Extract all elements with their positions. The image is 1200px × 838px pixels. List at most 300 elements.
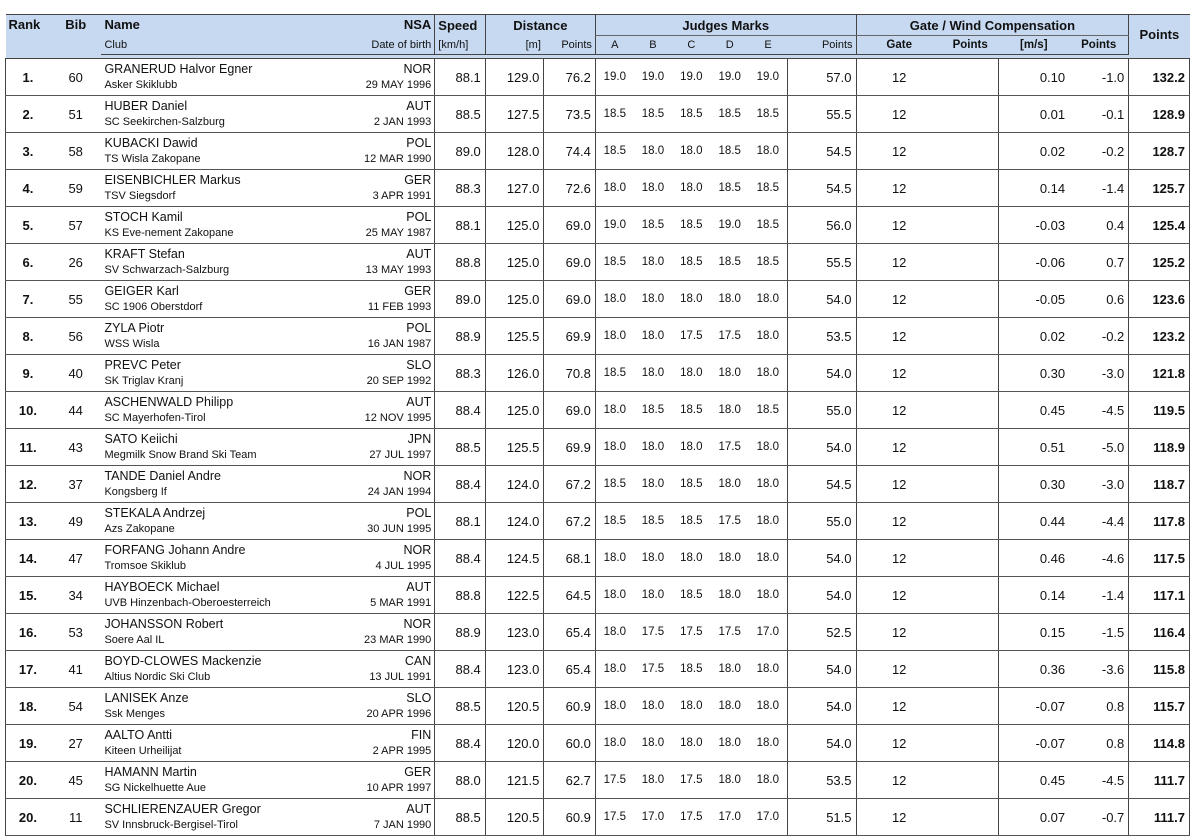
distance-cell: 124.5 bbox=[485, 540, 544, 577]
gate-cell: 12 bbox=[856, 799, 942, 836]
athlete-cell bbox=[101, 318, 434, 355]
speed-cell: 88.8 bbox=[435, 244, 486, 281]
wind-cell: 0.45 bbox=[998, 392, 1069, 429]
table-row bbox=[6, 281, 1190, 318]
distance-cell: 125.0 bbox=[485, 244, 544, 281]
judge-points-cell: 53.5 bbox=[787, 318, 856, 355]
distance-points-cell: 67.2 bbox=[544, 503, 596, 540]
distance-cell: 124.0 bbox=[485, 503, 544, 540]
header-judge-c: C bbox=[672, 36, 710, 55]
gate-cell: 12 bbox=[856, 207, 942, 244]
header-judge-e: E bbox=[749, 36, 787, 55]
athlete-club: Azs Zakopane bbox=[104, 523, 175, 535]
judge-mark-d: 17.5 bbox=[711, 429, 749, 466]
gate-cell: 12 bbox=[856, 614, 942, 651]
athlete-cell bbox=[101, 762, 434, 799]
wind-points-cell: -5.0 bbox=[1069, 429, 1129, 466]
wind-cell: 0.36 bbox=[998, 651, 1069, 688]
header-nsa: NSA bbox=[403, 17, 432, 33]
athlete-nsa: SLO bbox=[406, 691, 432, 705]
judge-mark-a: 18.0 bbox=[595, 318, 633, 355]
judge-points-cell: 54.0 bbox=[787, 577, 856, 614]
header-club-dob bbox=[101, 36, 434, 55]
header-distance: Distance bbox=[485, 15, 595, 36]
total-points-cell: 115.8 bbox=[1129, 651, 1190, 688]
distance-points-cell: 76.2 bbox=[544, 59, 596, 96]
athlete-nsa: POL bbox=[406, 506, 432, 520]
judge-mark-d: 18.5 bbox=[711, 96, 749, 133]
bib-cell: 40 bbox=[50, 355, 102, 392]
speed-cell: 89.0 bbox=[435, 133, 486, 170]
athlete-dob: 27 JUL 1997 bbox=[369, 449, 432, 461]
judge-mark-d: 19.0 bbox=[711, 207, 749, 244]
distance-points-cell: 68.1 bbox=[544, 540, 596, 577]
header-rank: Rank bbox=[6, 15, 50, 55]
athlete-nsa: FIN bbox=[411, 728, 432, 742]
judge-mark-b: 18.0 bbox=[634, 318, 672, 355]
athlete-club: UVB Hinzenbach-Oberoesterreich bbox=[104, 597, 271, 609]
judge-mark-b: 19.0 bbox=[634, 59, 672, 96]
wind-points-cell: 0.7 bbox=[1069, 244, 1129, 281]
total-points-cell: 125.4 bbox=[1129, 207, 1190, 244]
judge-mark-c: 18.5 bbox=[672, 577, 710, 614]
bib-cell: 11 bbox=[50, 799, 102, 836]
total-points-cell: 125.2 bbox=[1129, 244, 1190, 281]
judge-mark-a: 18.0 bbox=[595, 392, 633, 429]
athlete-name: LANISEK Anze bbox=[104, 691, 189, 705]
athlete-dob: 2 APR 1995 bbox=[372, 745, 432, 757]
wind-points-cell: 0.8 bbox=[1069, 725, 1129, 762]
rank-cell: 7. bbox=[6, 281, 50, 318]
athlete-club: SG Nickelhuette Aue bbox=[104, 782, 206, 794]
distance-points-cell: 65.4 bbox=[544, 614, 596, 651]
gate-cell: 12 bbox=[856, 170, 942, 207]
athlete-name: PREVC Peter bbox=[104, 358, 181, 372]
judge-points-cell: 54.0 bbox=[787, 540, 856, 577]
wind-cell: 0.46 bbox=[998, 540, 1069, 577]
judge-mark-b: 18.0 bbox=[634, 466, 672, 503]
gate-points-cell bbox=[942, 133, 999, 170]
wind-cell: 0.30 bbox=[998, 466, 1069, 503]
distance-cell: 123.0 bbox=[485, 614, 544, 651]
athlete-cell bbox=[101, 688, 434, 725]
speed-cell: 88.4 bbox=[435, 725, 486, 762]
wind-cell: 0.30 bbox=[998, 355, 1069, 392]
judge-mark-b: 18.0 bbox=[634, 725, 672, 762]
judge-mark-b: 17.0 bbox=[634, 799, 672, 836]
bib-cell: 44 bbox=[50, 392, 102, 429]
bib-cell: 27 bbox=[50, 725, 102, 762]
judge-mark-e: 18.5 bbox=[749, 170, 787, 207]
athlete-club: Altius Nordic Ski Club bbox=[104, 671, 211, 683]
judge-mark-a: 18.0 bbox=[595, 281, 633, 318]
rank-cell: 20. bbox=[6, 799, 50, 836]
speed-cell: 88.5 bbox=[435, 429, 486, 466]
distance-cell: 124.0 bbox=[485, 466, 544, 503]
athlete-club: Ssk Menges bbox=[104, 708, 165, 720]
athlete-cell bbox=[101, 429, 434, 466]
total-points-cell: 119.5 bbox=[1129, 392, 1190, 429]
distance-cell: 127.5 bbox=[485, 96, 544, 133]
gate-cell: 12 bbox=[856, 133, 942, 170]
athlete-name: JOHANSSON Robert bbox=[104, 617, 224, 631]
athlete-cell bbox=[101, 281, 434, 318]
wind-points-cell: -1.0 bbox=[1069, 59, 1129, 96]
athlete-cell bbox=[101, 614, 434, 651]
rank-cell: 3. bbox=[6, 133, 50, 170]
judge-points-cell: 55.5 bbox=[787, 244, 856, 281]
athlete-club: Tromsoe Skiklub bbox=[104, 560, 186, 572]
athlete-dob: 23 MAR 1990 bbox=[364, 634, 432, 646]
rank-cell: 12. bbox=[6, 466, 50, 503]
gate-cell: 12 bbox=[856, 503, 942, 540]
wind-points-cell: 0.4 bbox=[1069, 207, 1129, 244]
distance-cell: 120.5 bbox=[485, 688, 544, 725]
bib-cell: 59 bbox=[50, 170, 102, 207]
header-bib: Bib bbox=[50, 15, 102, 55]
wind-points-cell: -1.4 bbox=[1069, 577, 1129, 614]
athlete-name: HAMANN Martin bbox=[104, 765, 197, 779]
wind-points-cell: -0.1 bbox=[1069, 96, 1129, 133]
athlete-dob: 5 MAR 1991 bbox=[370, 597, 432, 609]
distance-points-cell: 60.9 bbox=[544, 799, 596, 836]
results-table bbox=[5, 14, 1190, 836]
distance-points-cell: 64.5 bbox=[544, 577, 596, 614]
athlete-name: SCHLIERENZAUER Gregor bbox=[104, 802, 261, 816]
judge-mark-a: 18.5 bbox=[595, 503, 633, 540]
rank-cell: 13. bbox=[6, 503, 50, 540]
athlete-nsa: POL bbox=[406, 321, 432, 335]
athlete-name: HUBER Daniel bbox=[104, 99, 188, 113]
judge-mark-d: 17.5 bbox=[711, 318, 749, 355]
gate-points-cell bbox=[942, 96, 999, 133]
wind-cell: 0.01 bbox=[998, 96, 1069, 133]
table-header bbox=[6, 15, 1190, 59]
judge-mark-a: 19.0 bbox=[595, 207, 633, 244]
speed-cell: 88.9 bbox=[435, 318, 486, 355]
speed-cell: 88.1 bbox=[435, 207, 486, 244]
judge-mark-b: 18.0 bbox=[634, 577, 672, 614]
judge-mark-d: 18.0 bbox=[711, 281, 749, 318]
judge-mark-e: 18.0 bbox=[749, 281, 787, 318]
header-judge-points: Points bbox=[787, 36, 856, 55]
athlete-cell bbox=[101, 355, 434, 392]
athlete-cell bbox=[101, 170, 434, 207]
gate-points-cell bbox=[942, 577, 999, 614]
distance-cell: 125.5 bbox=[485, 429, 544, 466]
distance-points-cell: 69.9 bbox=[544, 318, 596, 355]
judge-mark-b: 18.0 bbox=[634, 170, 672, 207]
athlete-name: TANDE Daniel Andre bbox=[104, 469, 221, 483]
total-points-cell: 117.5 bbox=[1129, 540, 1190, 577]
header-gate: Gate bbox=[856, 36, 942, 55]
judge-mark-a: 18.0 bbox=[595, 614, 633, 651]
judge-mark-b: 18.0 bbox=[634, 355, 672, 392]
table-row bbox=[6, 170, 1190, 207]
judge-mark-c: 18.5 bbox=[672, 466, 710, 503]
total-points-cell: 123.2 bbox=[1129, 318, 1190, 355]
table-row bbox=[6, 392, 1190, 429]
athlete-dob: 30 JUN 1995 bbox=[367, 523, 432, 535]
athlete-name: AALTO Antti bbox=[104, 728, 173, 742]
distance-points-cell: 69.0 bbox=[544, 207, 596, 244]
judge-points-cell: 54.0 bbox=[787, 725, 856, 762]
total-points-cell: 125.7 bbox=[1129, 170, 1190, 207]
judge-points-cell: 54.0 bbox=[787, 429, 856, 466]
distance-cell: 128.0 bbox=[485, 133, 544, 170]
judge-mark-a: 18.0 bbox=[595, 577, 633, 614]
gate-points-cell bbox=[942, 429, 999, 466]
judge-mark-c: 19.0 bbox=[672, 59, 710, 96]
judge-mark-b: 18.0 bbox=[634, 540, 672, 577]
distance-cell: 125.0 bbox=[485, 392, 544, 429]
athlete-club: TS Wisla Zakopane bbox=[104, 153, 201, 165]
athlete-club: SC Mayerhofen-Tirol bbox=[104, 412, 206, 424]
judge-mark-d: 17.5 bbox=[711, 503, 749, 540]
distance-cell: 127.0 bbox=[485, 170, 544, 207]
judge-mark-a: 18.0 bbox=[595, 429, 633, 466]
judge-mark-c: 18.0 bbox=[672, 540, 710, 577]
header-dob: Date of birth bbox=[371, 38, 432, 51]
wind-points-cell: 0.8 bbox=[1069, 688, 1129, 725]
judge-mark-a: 18.0 bbox=[595, 170, 633, 207]
judge-mark-d: 18.0 bbox=[711, 540, 749, 577]
judge-mark-d: 17.5 bbox=[711, 614, 749, 651]
rank-cell: 18. bbox=[6, 688, 50, 725]
rank-cell: 20. bbox=[6, 762, 50, 799]
speed-cell: 88.4 bbox=[435, 392, 486, 429]
total-points-cell: 118.7 bbox=[1129, 466, 1190, 503]
judge-mark-d: 18.0 bbox=[711, 466, 749, 503]
gate-points-cell bbox=[942, 540, 999, 577]
distance-cell: 129.0 bbox=[485, 59, 544, 96]
athlete-cell bbox=[101, 392, 434, 429]
gate-points-cell bbox=[942, 799, 999, 836]
total-points-cell: 118.9 bbox=[1129, 429, 1190, 466]
rank-cell: 10. bbox=[6, 392, 50, 429]
gate-points-cell bbox=[942, 762, 999, 799]
athlete-dob: 7 JAN 1990 bbox=[373, 819, 432, 831]
athlete-name: HAYBOECK Michael bbox=[104, 580, 220, 594]
judge-points-cell: 55.5 bbox=[787, 96, 856, 133]
distance-points-cell: 62.7 bbox=[544, 762, 596, 799]
rank-cell: 1. bbox=[6, 59, 50, 96]
total-points-cell: 132.2 bbox=[1129, 59, 1190, 96]
rank-cell: 6. bbox=[6, 244, 50, 281]
athlete-name: KRAFT Stefan bbox=[104, 247, 185, 261]
speed-cell: 88.1 bbox=[435, 503, 486, 540]
judge-mark-b: 17.5 bbox=[634, 614, 672, 651]
rank-cell: 8. bbox=[6, 318, 50, 355]
bib-cell: 49 bbox=[50, 503, 102, 540]
distance-cell: 125.0 bbox=[485, 281, 544, 318]
athlete-nsa: JPN bbox=[407, 432, 432, 446]
judge-mark-a: 18.5 bbox=[595, 244, 633, 281]
athlete-dob: 29 MAY 1996 bbox=[365, 79, 432, 91]
judge-mark-b: 18.5 bbox=[634, 96, 672, 133]
distance-cell: 120.0 bbox=[485, 725, 544, 762]
judge-points-cell: 54.0 bbox=[787, 688, 856, 725]
wind-cell: 0.45 bbox=[998, 762, 1069, 799]
athlete-name: FORFANG Johann Andre bbox=[104, 543, 246, 557]
judge-mark-c: 18.5 bbox=[672, 651, 710, 688]
header-judge-d: D bbox=[711, 36, 749, 55]
gate-points-cell bbox=[942, 281, 999, 318]
judge-mark-c: 17.5 bbox=[672, 318, 710, 355]
table-row bbox=[6, 96, 1190, 133]
athlete-nsa: AUT bbox=[406, 247, 432, 261]
gate-points-cell bbox=[942, 207, 999, 244]
distance-cell: 126.0 bbox=[485, 355, 544, 392]
bib-cell: 41 bbox=[50, 651, 102, 688]
athlete-nsa: AUT bbox=[406, 580, 432, 594]
wind-points-cell: -1.5 bbox=[1069, 614, 1129, 651]
distance-cell: 122.5 bbox=[485, 577, 544, 614]
header-judge-a: A bbox=[595, 36, 633, 55]
athlete-dob: 20 APR 1996 bbox=[366, 708, 432, 720]
wind-cell: 0.07 bbox=[998, 799, 1069, 836]
gate-points-cell bbox=[942, 244, 999, 281]
athlete-club: Kiteen Urheilijat bbox=[104, 745, 182, 757]
gate-cell: 12 bbox=[856, 355, 942, 392]
header-judges: Judges Marks bbox=[595, 15, 856, 36]
bib-cell: 55 bbox=[50, 281, 102, 318]
total-points-cell: 115.7 bbox=[1129, 688, 1190, 725]
athlete-cell bbox=[101, 466, 434, 503]
distance-points-cell: 74.4 bbox=[544, 133, 596, 170]
distance-points-cell: 69.9 bbox=[544, 429, 596, 466]
distance-cell: 121.5 bbox=[485, 762, 544, 799]
speed-cell: 88.0 bbox=[435, 762, 486, 799]
wind-points-cell: -4.4 bbox=[1069, 503, 1129, 540]
judge-mark-c: 18.0 bbox=[672, 170, 710, 207]
judge-mark-a: 18.5 bbox=[595, 355, 633, 392]
judge-mark-a: 18.0 bbox=[595, 651, 633, 688]
judge-mark-e: 18.0 bbox=[749, 577, 787, 614]
rank-cell: 11. bbox=[6, 429, 50, 466]
athlete-nsa: NOR bbox=[403, 62, 432, 76]
judge-mark-d: 17.0 bbox=[711, 799, 749, 836]
athlete-name: STOCH Kamil bbox=[104, 210, 183, 224]
athlete-club: SK Triglav Kranj bbox=[104, 375, 184, 387]
judge-mark-d: 18.0 bbox=[711, 355, 749, 392]
speed-cell: 88.4 bbox=[435, 466, 486, 503]
judge-mark-c: 18.5 bbox=[672, 503, 710, 540]
athlete-dob: 4 JUL 1995 bbox=[375, 560, 432, 572]
athlete-nsa: AUT bbox=[406, 99, 432, 113]
wind-points-cell: -3.6 bbox=[1069, 651, 1129, 688]
judge-mark-e: 18.0 bbox=[749, 540, 787, 577]
athlete-nsa: POL bbox=[406, 210, 432, 224]
results-body bbox=[6, 59, 1190, 836]
judge-mark-d: 18.0 bbox=[711, 688, 749, 725]
bib-cell: 26 bbox=[50, 244, 102, 281]
wind-points-cell: -0.2 bbox=[1069, 133, 1129, 170]
judge-points-cell: 54.0 bbox=[787, 651, 856, 688]
bib-cell: 60 bbox=[50, 59, 102, 96]
wind-cell: 0.14 bbox=[998, 170, 1069, 207]
gate-points-cell bbox=[942, 688, 999, 725]
athlete-dob: 13 MAY 1993 bbox=[365, 264, 432, 276]
distance-points-cell: 69.0 bbox=[544, 244, 596, 281]
wind-cell: -0.03 bbox=[998, 207, 1069, 244]
gate-points-cell bbox=[942, 614, 999, 651]
judge-mark-e: 18.0 bbox=[749, 762, 787, 799]
athlete-club: TSV Siegsdorf bbox=[104, 190, 176, 202]
judge-mark-d: 18.5 bbox=[711, 133, 749, 170]
table-row bbox=[6, 577, 1190, 614]
gate-points-cell bbox=[942, 318, 999, 355]
athlete-club: SV Innsbruck-Bergisel-Tirol bbox=[104, 819, 238, 831]
table-row bbox=[6, 503, 1190, 540]
athlete-name: EISENBICHLER Markus bbox=[104, 173, 241, 187]
judge-mark-e: 18.0 bbox=[749, 429, 787, 466]
header-total-points: Points bbox=[1129, 15, 1190, 55]
gate-cell: 12 bbox=[856, 466, 942, 503]
table-row bbox=[6, 207, 1190, 244]
bib-cell: 54 bbox=[50, 688, 102, 725]
distance-points-cell: 69.0 bbox=[544, 392, 596, 429]
judge-mark-b: 18.0 bbox=[634, 429, 672, 466]
header-name-nsa bbox=[101, 15, 434, 36]
speed-cell: 88.3 bbox=[435, 355, 486, 392]
bib-cell: 45 bbox=[50, 762, 102, 799]
total-points-cell: 123.6 bbox=[1129, 281, 1190, 318]
speed-cell: 88.8 bbox=[435, 577, 486, 614]
table-row bbox=[6, 59, 1190, 96]
athlete-club: Asker Skiklubb bbox=[104, 79, 178, 91]
judge-mark-c: 18.5 bbox=[672, 392, 710, 429]
judge-mark-a: 18.0 bbox=[595, 688, 633, 725]
judge-mark-b: 18.0 bbox=[634, 762, 672, 799]
gate-cell: 12 bbox=[856, 392, 942, 429]
athlete-dob: 24 JAN 1994 bbox=[367, 486, 432, 498]
table-row bbox=[6, 318, 1190, 355]
bib-cell: 53 bbox=[50, 614, 102, 651]
distance-cell: 125.5 bbox=[485, 318, 544, 355]
gate-cell: 12 bbox=[856, 96, 942, 133]
judge-mark-a: 18.5 bbox=[595, 96, 633, 133]
athlete-name: SATO Keiichi bbox=[104, 432, 178, 446]
judge-mark-d: 18.0 bbox=[711, 725, 749, 762]
rank-cell: 9. bbox=[6, 355, 50, 392]
speed-cell: 88.9 bbox=[435, 614, 486, 651]
athlete-dob: 16 JAN 1987 bbox=[367, 338, 432, 350]
wind-points-cell: -4.6 bbox=[1069, 540, 1129, 577]
judge-mark-e: 18.0 bbox=[749, 651, 787, 688]
athlete-nsa: NOR bbox=[403, 469, 432, 483]
judge-mark-c: 18.0 bbox=[672, 725, 710, 762]
judge-mark-c: 17.5 bbox=[672, 799, 710, 836]
athlete-cell bbox=[101, 244, 434, 281]
athlete-cell bbox=[101, 799, 434, 836]
judge-mark-b: 18.0 bbox=[634, 281, 672, 318]
distance-cell: 123.0 bbox=[485, 651, 544, 688]
wind-cell: 0.51 bbox=[998, 429, 1069, 466]
table-row bbox=[6, 244, 1190, 281]
judge-mark-b: 18.5 bbox=[634, 207, 672, 244]
table-row bbox=[6, 725, 1190, 762]
header-dist-unit: [m] bbox=[485, 36, 544, 55]
table-row bbox=[6, 133, 1190, 170]
total-points-cell: 114.8 bbox=[1129, 725, 1190, 762]
distance-cell: 125.0 bbox=[485, 207, 544, 244]
athlete-club: SC 1906 Oberstdorf bbox=[104, 301, 203, 313]
athlete-club: SV Schwarzach-Salzburg bbox=[104, 264, 230, 276]
judge-mark-c: 18.5 bbox=[672, 244, 710, 281]
judge-mark-e: 18.0 bbox=[749, 133, 787, 170]
judge-mark-d: 18.5 bbox=[711, 170, 749, 207]
